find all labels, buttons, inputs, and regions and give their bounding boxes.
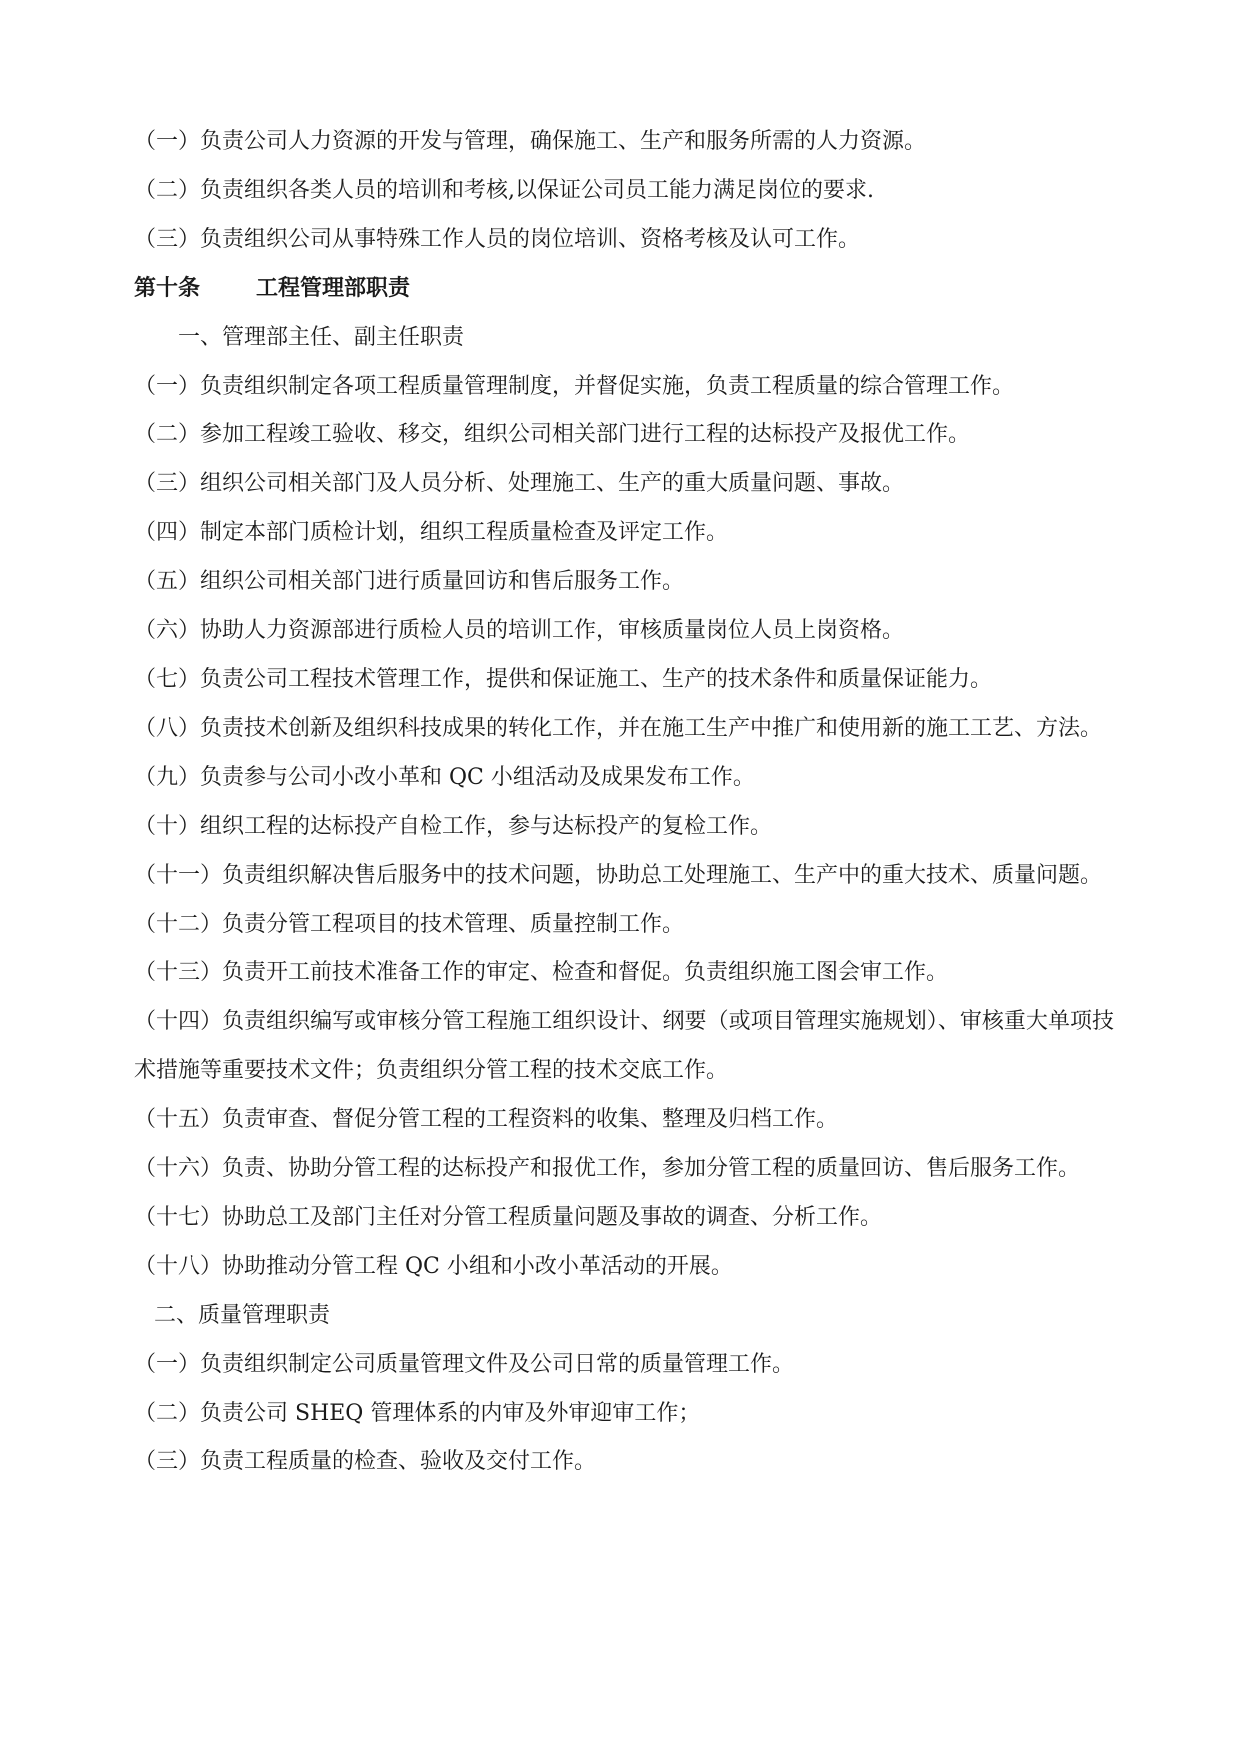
list-item: （十六）负责、协助分管工程的达标投产和报优工作，参加分管工程的质量回访、售后服务工作。 [134,1156,1081,1182]
list-item: （一）负责组织制定公司质量管理文件及公司日常的质量管理工作。 [134,1351,795,1377]
list-item: （十）组织工程的达标投产自检工作，参与达标投产的复检工作。 [134,813,773,839]
section-title: 工程管理部职责 [256,275,411,301]
list-item: （八）负责技术创新及组织科技成果的转化工作，并在施工生产中推广和使用新的施工工艺、方法。 [134,715,1103,741]
list-item: （十二）负责分管工程项目的技术管理、质量控制工作。 [134,911,685,937]
list-item: （十三）负责开工前技术准备工作的审定、检查和督促。负责组织施工图会审工作。 [134,960,949,986]
list-item: （三）组织公司相关部门及人员分析、处理施工、生产的重大质量问题、事故。 [134,471,905,497]
list-item: （十一）负责组织解决售后服务中的技术问题，协助总工处理施工、生产中的重大技术、质量问题。 [134,862,1103,888]
list-item: （十四）负责组织编写或审核分管工程施工组织设计、纲要（或项目管理实施规划）、审核重大单项技术措施等重要技术文件；负责组织分管工程的技术交底工作。 [134,1009,1114,1084]
list-item: （十七）协助总工及部门主任对分管工程质量问题及事故的调查、分析工作。 [134,1204,883,1230]
list-item: （五）组织公司相关部门进行质量回访和售后服务工作。 [134,569,685,595]
part1-heading: 一、管理部主任、副主任职责 [178,324,465,350]
list-item: （二）负责公司 SHEQ 管理体系的内审及外审迎审工作； [134,1400,701,1426]
list-item: （七）负责公司工程技术管理工作，提供和保证施工、生产的技术条件和质量保证能力。 [134,666,993,692]
document-body [134,118,1114,1487]
list-item: （四）制定本部门质检计划，组织工程质量检查及评定工作。 [134,520,729,546]
list-item: （三）负责工程质量的检查、验收及交付工作。 [134,1449,597,1475]
list-item: （二）参加工程竣工验收、移交，组织公司相关部门进行工程的达标投产及报优工作。 [134,422,971,448]
list-item: （九）负责参与公司小改小革和 QC 小组活动及成果发布工作。 [134,764,755,790]
section-number: 第十条 [134,275,201,301]
hr-item: （一）负责公司人力资源的开发与管理，确保施工、生产和服务所需的人力资源。 [134,129,927,154]
list-item: （一）负责组织制定各项工程质量管理制度，并督促实施，负责工程质量的综合管理工作。 [134,373,1015,399]
list-item: （六）协助人力资源部进行质检人员的培训工作，审核质量岗位人员上岗资格。 [134,618,905,644]
list-item: （十五）负责审查、督促分管工程的工程资料的收集、整理及归档工作。 [134,1107,839,1133]
part2-heading: 二、质量管理职责 [154,1302,331,1328]
hr-item: （三）负责组织公司从事特殊工作人员的岗位培训、资格考核及认可工作。 [134,226,861,252]
section-heading [134,265,1114,314]
list-item: （十八）协助推动分管工程 QC 小组和小改小革活动的开展。 [134,1253,733,1279]
hr-item: （二）负责组织各类人员的培训和考核,以保证公司员工能力满足岗位的要求. [134,177,874,203]
